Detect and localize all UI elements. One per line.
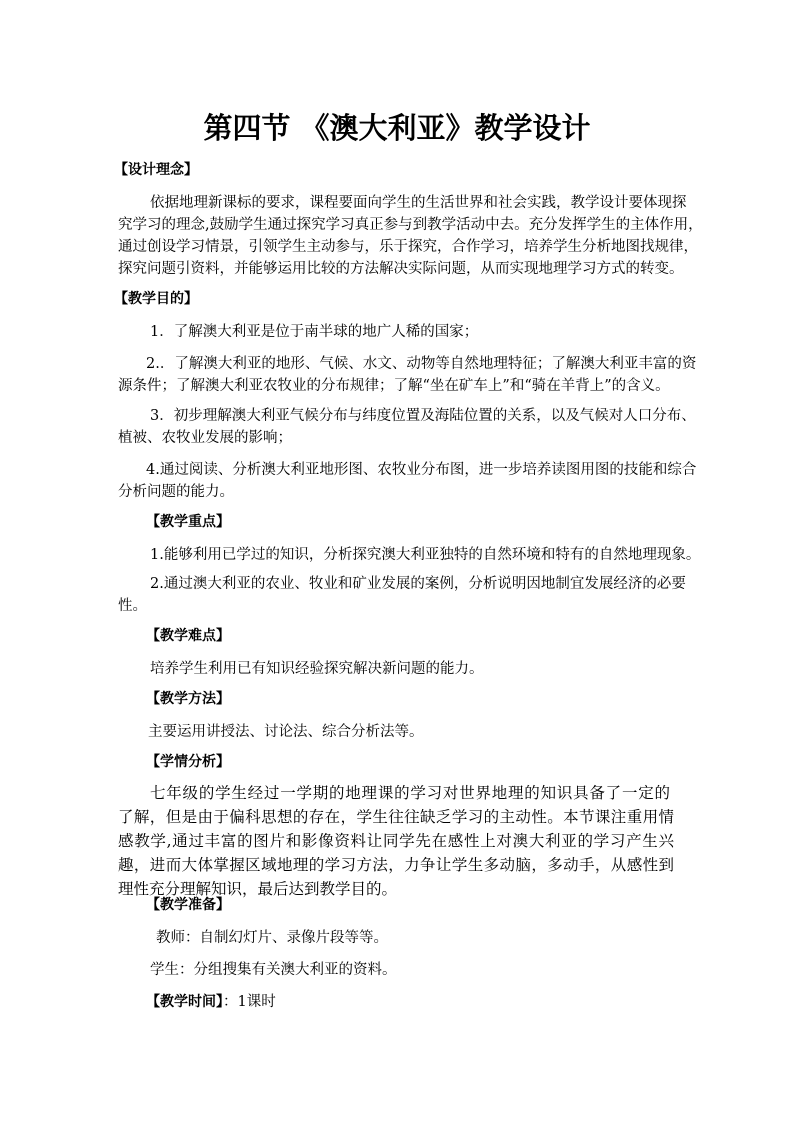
objective-line-3: 源条件；了解澳大利亚农牧业的分布规律；了解“坐在矿车上”和“骑在羊背上”的含义。 bbox=[118, 378, 670, 394]
difficulty-line-1: 培养学生利用已有知识经验探究解决新问题的能力。 bbox=[150, 661, 484, 677]
analysis-line-3: 感教学,通过丰富的图片和影像资料让同学先在感性上对澳大利亚的学习产生兴 bbox=[118, 832, 674, 850]
heading-analysis: 【学情分析】 bbox=[146, 754, 230, 770]
objective-line-2: 2.．了解澳大利亚的地形、气候、水文、动物等自然地理特征；了解澳大利亚丰富的资 bbox=[146, 356, 697, 372]
objective-line-5: 植被、农牧业发展的影响； bbox=[118, 430, 292, 446]
key-point-line-1: 1.能够利用已学过的知识，分析探究澳大利亚独特的自然环境和特有的自然地理现象。 bbox=[150, 547, 701, 563]
objective-line-4: 3．初步理解澳大利亚气候分布与纬度位置及海陆位置的关系，以及气候对人口分布、 bbox=[150, 408, 696, 424]
heading-key-points: 【教学重点】 bbox=[146, 514, 230, 530]
concept-line-1: 依据地理新课标的要求，课程要面向学生的生活世界和社会实践，教学设计要体现探 bbox=[150, 195, 687, 211]
objective-line-6: 4.通过阅读、分析澳大利亚地形图、农牧业分布图，进一步培养读图用图的技能和综合 bbox=[146, 462, 697, 478]
method-line-1: 主要运用讲授法、讨论法、综合分析法等。 bbox=[148, 724, 424, 740]
heading-difficulties: 【教学难点】 bbox=[146, 628, 230, 644]
preparation-teacher: 教师：自制幻灯片、录像片段等等。 bbox=[156, 930, 388, 946]
heading-time: 【教学时间】 bbox=[146, 994, 223, 1010]
preparation-student: 学生：分组搜集有关澳大利亚的资料。 bbox=[150, 962, 397, 978]
analysis-line-4: 趣，进而大体掌握区域地理的学习方法，力争让学生多动脑，多动手，从感性到 bbox=[118, 856, 674, 874]
heading-preparation: 【教学准备】 bbox=[146, 897, 230, 913]
heading-design-concept: 【设计理念】 bbox=[114, 162, 198, 178]
objective-line-7: 分析问题的能力。 bbox=[118, 484, 234, 500]
time-value: ：1课时 bbox=[223, 994, 276, 1010]
key-point-line-2: 2.通过澳大利亚的农业、牧业和矿业发展的案例，分析说明因地制宜发展经济的必要 bbox=[150, 576, 686, 592]
concept-line-4: 探究问题引资料，并能够运用比较的方法解决实际问题，从而实现地理学习方式的转变。 bbox=[118, 261, 684, 277]
key-point-line-3: 性。 bbox=[118, 598, 147, 614]
document-title: 第四节 《澳大利亚》教学设计 bbox=[203, 111, 591, 145]
heading-methods: 【教学方法】 bbox=[146, 691, 230, 707]
objective-line-1: 1．了解澳大利亚是位于南半球的地广人稀的国家； bbox=[150, 324, 479, 340]
analysis-line-5: 理性充分理解知识，最后达到教学目的。 bbox=[118, 880, 398, 898]
analysis-line-1: 七年级的学生经过一学期的地理课的学习对世界地理的知识具备了一定的 bbox=[150, 784, 670, 802]
concept-line-2: 究学习的理念,鼓励学生通过探究学习真正参与到教学活动中去。充分发挥学生的主体作用， bbox=[118, 217, 703, 233]
concept-line-3: 通过创设学习情景，引领学生主动参与，乐于探究，合作学习，培养学生分析地图找规律， bbox=[118, 239, 698, 255]
analysis-line-2: 了解，但是由于偏科思想的存在，学生往往缺乏学习的主动性。本节课注重用情 bbox=[118, 808, 674, 826]
heading-objectives: 【教学目的】 bbox=[114, 291, 198, 307]
time-row bbox=[146, 992, 276, 1012]
